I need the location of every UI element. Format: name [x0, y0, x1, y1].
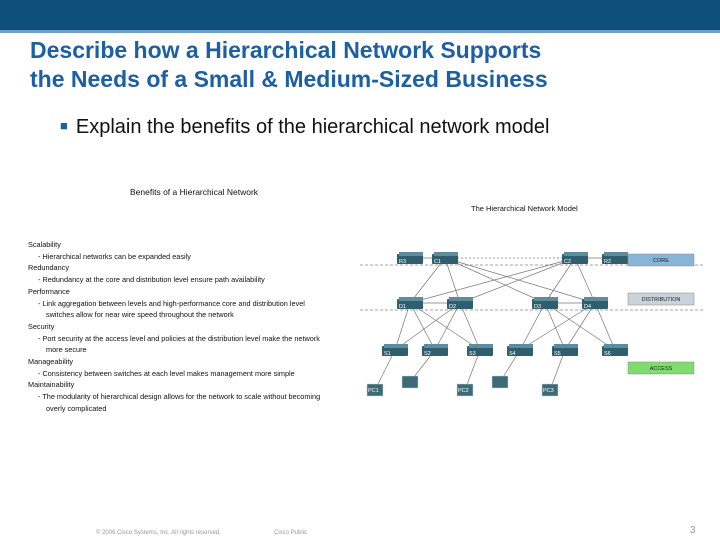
router-label: R3: [399, 259, 407, 265]
square-bullet-icon: ■: [60, 118, 68, 133]
pc-label: PC3: [543, 388, 554, 394]
distribution-switch-label: D4: [584, 304, 592, 310]
benefit-detail: more secure: [46, 345, 87, 355]
benefits-list: [28, 239, 358, 415]
core-switch-top: [434, 252, 458, 256]
benefit-detail: - Hierarchical networks can be expanded easily: [38, 251, 191, 261]
bullet-text: Explain the benefits of the hierarchical network model: [75, 116, 550, 138]
bullet-point: [60, 116, 549, 139]
slide-title: [30, 36, 700, 94]
distribution-switch-label: D1: [399, 304, 407, 310]
benefit-detail: - Link aggregation between levels and high-performance core and distribution level: [38, 298, 305, 308]
distribution-switch-label: D2: [449, 304, 457, 310]
benefit-heading: Maintainability: [28, 380, 75, 390]
access-switch-top: [509, 344, 533, 348]
core-switch-top: [564, 252, 588, 256]
access-switch-top: [424, 344, 448, 348]
router-top: [399, 252, 423, 256]
pc-icon: [492, 376, 508, 388]
distribution-switch-top: [399, 297, 423, 301]
hierarchical-network-diagram: [360, 215, 705, 410]
model-heading: The Hierarchical Network Model: [471, 204, 578, 213]
benefit-heading: Security: [28, 321, 55, 331]
benefit-detail: - Redundancy at the core and distribution level ensure path availability: [38, 275, 265, 285]
benefit-detail: - Consistency between switches at each level makes management more simple: [38, 368, 295, 378]
access-switch-label: S4: [509, 351, 516, 357]
benefit-heading: Scalability: [28, 240, 61, 249]
benefit-detail: switches allow for near wire speed throughout the network: [46, 310, 234, 320]
access-switch-label: S5: [554, 351, 561, 357]
benefit-heading: Performance: [28, 286, 70, 296]
tier-label: DISTRIBUTION: [641, 297, 681, 303]
benefit-detail: - The modularity of hierarchical design allows for the network to scale without becoming: [38, 392, 321, 402]
header-bar-edge: [0, 30, 720, 33]
slide-title-line2: the Needs of a Small & Medium-Sized Business: [30, 66, 548, 92]
benefit-heading: Manageability: [28, 357, 74, 367]
access-switch-top: [469, 344, 493, 348]
benefit-detail: - Port security at the access level and policies at the distribution level make the network: [38, 333, 320, 343]
tier-label: CORE: [653, 258, 669, 264]
slide-title-line1: Describe how a Hierarchical Network Supports: [30, 37, 542, 63]
access-switch-label: S2: [424, 351, 431, 357]
pc-icon: [402, 376, 418, 388]
access-switch-label: S1: [384, 351, 391, 357]
router-top: [604, 252, 628, 256]
pc-label: PC2: [458, 388, 469, 394]
access-switch-top: [554, 344, 578, 348]
footer-copyright: © 2006 Cisco Systems, Inc. All rights reserved.: [96, 530, 221, 536]
distribution-switch-top: [534, 297, 558, 301]
header-bar: [0, 0, 720, 30]
benefit-heading: Redundancy: [28, 263, 69, 273]
tier-label: ACCESS: [649, 366, 673, 372]
distribution-switch-label: D3: [534, 304, 542, 310]
pc-label: PC1: [368, 388, 379, 394]
access-switch-top: [384, 344, 408, 348]
footer-classification: Cisco Public: [274, 530, 308, 536]
benefit-detail: overly complicated: [46, 403, 107, 413]
benefits-heading: Benefits of a Hierarchical Network: [130, 187, 259, 197]
core-switch-label: C2: [564, 259, 572, 265]
distribution-switch-top: [584, 297, 608, 301]
access-switch-label: S3: [469, 351, 476, 357]
distribution-switch-top: [449, 297, 473, 301]
access-switch-label: S6: [604, 351, 611, 357]
router-label: R2: [604, 259, 612, 265]
access-switch-top: [604, 344, 628, 348]
page-number: 3: [690, 525, 696, 536]
core-switch-label: C1: [434, 259, 442, 265]
